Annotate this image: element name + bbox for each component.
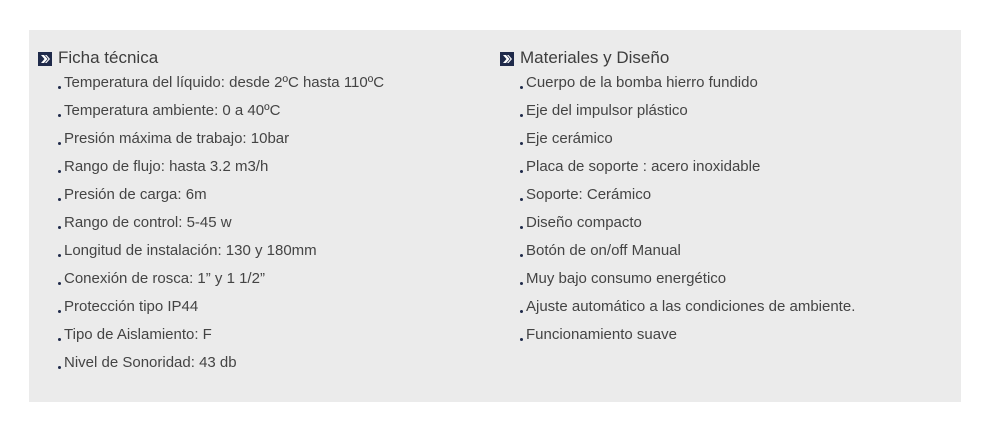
bullet-icon xyxy=(520,86,523,89)
ficha-tecnica-list xyxy=(38,72,384,380)
list-item xyxy=(500,72,855,100)
bullet-icon xyxy=(58,198,61,201)
bullet-icon xyxy=(520,114,523,117)
list-item-text: Eje del impulsor plástico xyxy=(526,102,688,119)
list-item xyxy=(500,100,855,128)
list-item xyxy=(500,156,855,184)
list-item-text: Longitud de instalación: 130 y 180mm xyxy=(64,242,317,259)
materiales-heading xyxy=(500,47,855,69)
bullet-icon xyxy=(520,142,523,145)
ficha-tecnica-section xyxy=(38,47,384,380)
list-item-text: Presión máxima de trabajo: 10bar xyxy=(64,130,290,147)
list-item xyxy=(38,352,384,380)
list-item-text: Conexión de rosca: 1” y 1 1/2” xyxy=(64,270,265,287)
bullet-icon xyxy=(520,170,523,173)
list-item xyxy=(500,128,855,156)
list-item xyxy=(38,240,384,268)
list-item-text: Placa de soporte : acero inoxidable xyxy=(526,158,761,175)
bullet-icon xyxy=(520,198,523,201)
list-item xyxy=(38,184,384,212)
list-item-text: Diseño compacto xyxy=(526,214,642,231)
list-item-text: Soporte: Cerámico xyxy=(526,186,652,203)
materiales-title: Materiales y Diseño xyxy=(520,48,670,67)
bullet-icon xyxy=(58,282,61,285)
bullet-icon xyxy=(58,114,61,117)
bullet-icon xyxy=(58,310,61,313)
bullet-icon xyxy=(58,338,61,341)
list-item xyxy=(38,72,384,100)
list-item-text: Tipo de Aislamiento: F xyxy=(64,326,212,343)
materiales-list xyxy=(500,72,855,352)
spec-panel xyxy=(29,30,961,402)
list-item xyxy=(500,324,855,352)
bullet-icon xyxy=(58,142,61,145)
list-item-text: Presión de carga: 6m xyxy=(64,186,207,203)
bullet-icon xyxy=(520,226,523,229)
list-item-text: Muy bajo consumo energético xyxy=(526,270,727,287)
bullet-icon xyxy=(58,226,61,229)
ficha-tecnica-heading xyxy=(38,47,384,69)
bullet-icon xyxy=(520,282,523,285)
list-item-text: Rango de flujo: hasta 3.2 m3/h xyxy=(64,158,269,175)
list-item-text: Nivel de Sonoridad: 43 db xyxy=(64,354,237,371)
double-chevron-right-icon xyxy=(38,51,52,65)
list-item xyxy=(38,100,384,128)
list-item xyxy=(500,184,855,212)
list-item-text: Protección tipo IP44 xyxy=(64,298,199,315)
bullet-icon xyxy=(58,366,61,369)
list-item-text: Rango de control: 5-45 w xyxy=(64,214,232,231)
bullet-icon xyxy=(58,86,61,89)
list-item-text: Ajuste automático a las condiciones de ambiente. xyxy=(526,298,856,315)
list-item-text: Eje cerámico xyxy=(526,130,613,147)
list-item-text: Funcionamiento suave xyxy=(526,326,677,343)
list-item xyxy=(500,268,855,296)
bullet-icon xyxy=(520,338,523,341)
list-item xyxy=(500,296,855,324)
bullet-icon xyxy=(58,254,61,257)
list-item-text: Temperatura del líquido: desde 2ºC hasta 110ºC xyxy=(64,74,385,91)
list-item xyxy=(500,240,855,268)
ficha-tecnica-title: Ficha técnica xyxy=(58,48,159,67)
list-item xyxy=(500,212,855,240)
list-item-text: Cuerpo de la bomba hierro fundido xyxy=(526,74,758,91)
list-item xyxy=(38,212,384,240)
bullet-icon xyxy=(58,170,61,173)
list-item xyxy=(38,128,384,156)
list-item-text: Temperatura ambiente: 0 a 40ºC xyxy=(64,102,281,119)
list-item xyxy=(38,156,384,184)
list-item-text: Botón de on/off Manual xyxy=(526,242,681,259)
materiales-section xyxy=(500,47,855,352)
bullet-icon xyxy=(520,254,523,257)
list-item xyxy=(38,296,384,324)
bullet-icon xyxy=(520,310,523,313)
list-item xyxy=(38,324,384,352)
list-item xyxy=(38,268,384,296)
double-chevron-right-icon xyxy=(500,51,514,65)
